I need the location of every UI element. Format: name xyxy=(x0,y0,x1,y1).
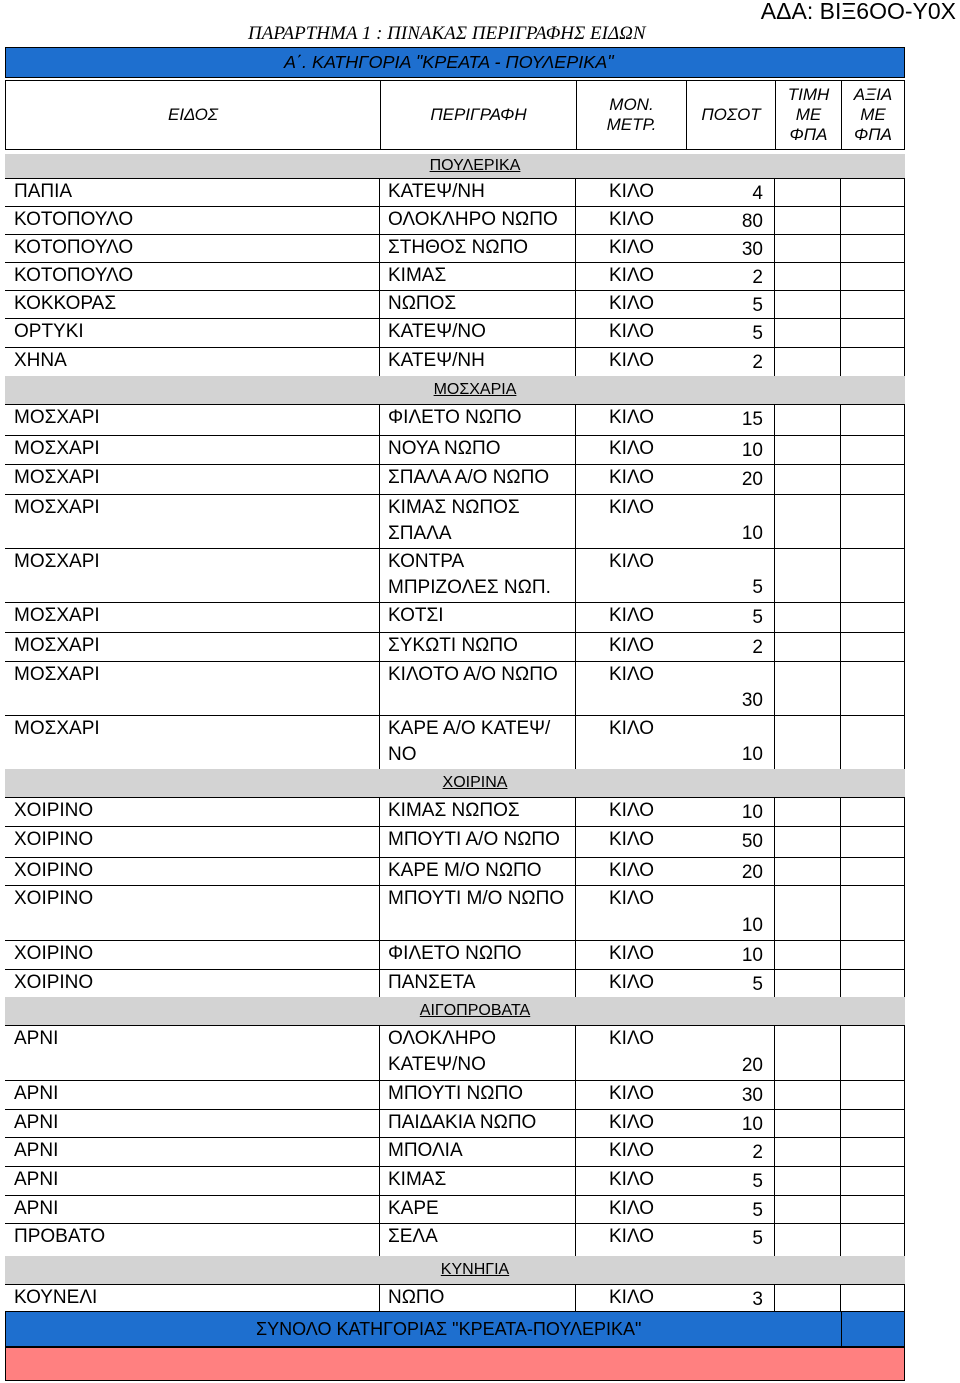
table-row xyxy=(5,290,905,318)
header-price: ΤΙΜΗ ΜΕ ΦΠΑ xyxy=(775,81,841,149)
table-row xyxy=(5,1109,905,1137)
item-unit: ΚΙΛΟ xyxy=(609,237,655,258)
table-row xyxy=(5,602,905,632)
table-row xyxy=(5,715,905,769)
header-description: ΠΕΡΙΓΡΑΦΗ xyxy=(380,81,576,149)
column-divider xyxy=(379,1196,380,1223)
item-name: ΜΟΣΧΑΡΙ xyxy=(14,407,100,428)
column-divider xyxy=(379,207,380,234)
column-divider xyxy=(840,405,841,435)
column-divider xyxy=(379,1224,380,1256)
column-divider xyxy=(379,1285,380,1311)
item-quantity: 80 xyxy=(741,211,763,232)
column-divider xyxy=(379,319,380,347)
table-row xyxy=(5,632,905,661)
item-description: ΟΛΟΚΛΗΡΟ ΝΩΠΟ xyxy=(388,209,558,230)
price-value-cells xyxy=(774,179,905,206)
column-divider xyxy=(840,827,841,857)
table-row xyxy=(5,347,905,376)
price-value-cells xyxy=(774,858,905,885)
item-description: ΜΠΟΥΤΙ Α/Ο ΝΩΠΟ xyxy=(388,829,560,850)
category-total-bar xyxy=(5,1311,905,1347)
item-name: ΜΟΣΧΑΡΙ xyxy=(14,664,100,685)
column-divider xyxy=(840,941,841,969)
item-unit: ΚΙΛΟ xyxy=(609,605,655,626)
total-divider xyxy=(841,1312,842,1346)
column-divider xyxy=(840,549,841,602)
section-header xyxy=(5,376,905,404)
item-quantity: 2 xyxy=(752,352,763,373)
item-name: ΧΟΙΡΙΝΟ xyxy=(14,943,94,964)
item-unit: ΚΙΛΟ xyxy=(609,438,655,459)
item-description: ΠΑΙΔΑΚΙΑ ΝΩΠΟ xyxy=(388,1112,537,1133)
item-quantity: 30 xyxy=(741,239,763,260)
item-unit: ΚΙΛΟ xyxy=(609,497,655,518)
item-name: ΜΟΣΧΑΡΙ xyxy=(14,438,100,459)
item-quantity: 5 xyxy=(752,1200,763,1221)
table-row xyxy=(5,404,905,435)
item-quantity: 10 xyxy=(741,915,763,936)
column-divider xyxy=(379,970,380,997)
price-value-cells xyxy=(774,603,905,632)
column-divider xyxy=(840,179,841,206)
column-divider xyxy=(840,319,841,347)
item-quantity: 20 xyxy=(741,469,763,490)
item-quantity: 10 xyxy=(741,523,763,544)
item-name: ΧΟΙΡΙΝΟ xyxy=(14,829,94,850)
item-description: ΝΟΥΑ ΝΩΠΟ xyxy=(388,438,501,459)
item-quantity: 3 xyxy=(752,1289,763,1310)
item-unit: ΚΙΛΟ xyxy=(609,943,655,964)
column-divider xyxy=(840,603,841,632)
item-quantity: 5 xyxy=(752,577,763,598)
column-divider xyxy=(379,263,380,290)
price-value-cells xyxy=(774,495,905,548)
price-value-cells xyxy=(774,1285,905,1311)
item-description: ΦΙΛΕΤΟ ΝΩΠΟ xyxy=(388,407,522,428)
item-unit: ΚΙΛΟ xyxy=(609,718,655,739)
price-value-cells xyxy=(774,291,905,318)
table-row xyxy=(5,857,905,885)
column-divider xyxy=(840,235,841,262)
item-name: ΑΡΝΙ xyxy=(14,1140,59,1161)
item-unit: ΚΙΛΟ xyxy=(609,350,655,371)
item-name: ΑΡΝΙ xyxy=(14,1028,59,1049)
item-quantity: 10 xyxy=(741,802,763,823)
column-divider xyxy=(379,798,380,826)
item-name: ΚΟΚΚΟΡΑΣ xyxy=(14,293,117,314)
item-quantity: 2 xyxy=(752,1142,763,1163)
item-unit: ΚΙΛΟ xyxy=(609,1028,655,1049)
price-value-cells xyxy=(774,348,905,376)
item-unit: ΚΙΛΟ xyxy=(609,664,655,685)
item-unit: ΚΙΛΟ xyxy=(609,1083,655,1104)
price-value-cells xyxy=(774,798,905,826)
item-quantity: 20 xyxy=(741,862,763,883)
item-name: ΚΟΤΟΠΟΥΛΟ xyxy=(14,265,134,286)
item-quantity: 2 xyxy=(752,637,763,658)
table-row xyxy=(5,885,905,940)
item-description: ΣΥΚΩΤΙ ΝΩΠΟ xyxy=(388,635,518,656)
table-row xyxy=(5,1137,905,1166)
table-row xyxy=(5,206,905,234)
column-divider xyxy=(379,1110,380,1137)
table-row xyxy=(5,940,905,969)
section-title: ΧΟΙΡΙΝΑ xyxy=(442,774,508,791)
column-divider xyxy=(840,436,841,464)
item-name: ΑΡΝΙ xyxy=(14,1083,59,1104)
item-unit: ΚΙΛΟ xyxy=(609,209,655,230)
item-unit: ΚΙΛΟ xyxy=(609,1226,655,1247)
item-unit: ΚΙΛΟ xyxy=(609,635,655,656)
item-description: ΚΙΛΟΤΟ Α/Ο ΝΩΠΟ xyxy=(388,664,558,685)
column-divider xyxy=(840,291,841,318)
item-description: ΚΙΜΑΣ xyxy=(388,265,447,286)
item-name: ΟΡΤΥΚΙ xyxy=(14,321,84,342)
item-description: ΜΠΟΛΙΑ xyxy=(388,1140,463,1161)
column-divider xyxy=(840,716,841,769)
category-total-label: ΣΥΝΟΛΟ ΚΑΤΗΓΟΡΙΑΣ "ΚΡΕΑΤΑ-ΠΟΥΛΕΡΙΚΑ" xyxy=(256,1319,642,1339)
item-name: ΑΡΝΙ xyxy=(14,1169,59,1190)
column-divider xyxy=(379,1138,380,1166)
column-divider xyxy=(840,662,841,715)
price-value-cells xyxy=(774,941,905,969)
column-divider xyxy=(840,1285,841,1311)
column-divider xyxy=(840,465,841,494)
column-divider xyxy=(379,1026,380,1080)
table-row xyxy=(5,1284,905,1311)
item-description: ΚΑΡΕ Μ/Ο ΝΩΠΟ xyxy=(388,860,542,881)
price-value-cells xyxy=(774,436,905,464)
item-unit: ΚΙΛΟ xyxy=(609,972,655,993)
header-unit: ΜΟΝ. ΜΕΤΡ. xyxy=(576,81,686,149)
item-name: ΜΟΣΧΑΡΙ xyxy=(14,497,100,518)
item-name: ΚΟΤΟΠΟΥΛΟ xyxy=(14,237,134,258)
item-quantity: 30 xyxy=(741,1085,763,1106)
column-divider xyxy=(379,827,380,857)
item-description: ΚΑΤΕΨ/ΝΗ xyxy=(388,181,485,202)
item-quantity: 5 xyxy=(752,1171,763,1192)
section-title: ΑΙΓΟΠΡΟΒΑΤΑ xyxy=(419,1002,531,1019)
table-row xyxy=(5,1080,905,1109)
item-name: ΑΡΝΙ xyxy=(14,1112,59,1133)
column-divider xyxy=(840,798,841,826)
item-unit: ΚΙΛΟ xyxy=(609,265,655,286)
item-description: ΚΑΤΕΨ/ΝΗ xyxy=(388,350,485,371)
item-name: ΑΡΝΙ xyxy=(14,1198,59,1219)
item-name: ΧΟΙΡΙΝΟ xyxy=(14,860,94,881)
item-quantity: 10 xyxy=(741,945,763,966)
item-quantity: 10 xyxy=(741,744,763,765)
column-divider xyxy=(379,495,380,548)
table-row xyxy=(5,548,905,602)
column-divider xyxy=(379,465,380,494)
item-name: ΠΑΠΙΑ xyxy=(14,181,73,202)
item-description: ΚΑΡΕ xyxy=(388,1198,439,1219)
price-value-cells xyxy=(774,263,905,290)
item-unit: ΚΙΛΟ xyxy=(609,860,655,881)
section-title: ΚΥΝΗΓΙΑ xyxy=(440,1261,510,1278)
table-row xyxy=(5,1195,905,1223)
column-divider xyxy=(840,1081,841,1109)
item-quantity: 15 xyxy=(741,409,763,430)
column-divider xyxy=(379,858,380,885)
column-divider xyxy=(379,405,380,435)
item-description: ΠΑΝΣΕΤΑ xyxy=(388,972,476,993)
price-value-cells xyxy=(774,827,905,857)
item-name: ΜΟΣΧΑΡΙ xyxy=(14,605,100,626)
item-description: ΦΙΛΕΤΟ ΝΩΠΟ xyxy=(388,943,522,964)
table-row xyxy=(5,797,905,826)
item-quantity: 10 xyxy=(741,440,763,461)
item-quantity: 50 xyxy=(741,831,763,852)
column-divider xyxy=(379,348,380,376)
table-row xyxy=(5,969,905,997)
price-value-cells xyxy=(774,319,905,347)
column-divider xyxy=(379,436,380,464)
item-unit: ΚΙΛΟ xyxy=(609,551,655,572)
item-description: ΟΛΟΚΛΗΡΟ ΚΑΤΕΨ/ΝΟ xyxy=(388,1028,497,1075)
total-value-bar xyxy=(5,1347,905,1381)
column-divider xyxy=(840,207,841,234)
price-value-cells xyxy=(774,886,905,940)
table-row xyxy=(5,1025,905,1080)
table-row xyxy=(5,435,905,464)
column-divider xyxy=(379,235,380,262)
column-divider xyxy=(840,633,841,661)
item-name: ΧΟΙΡΙΝΟ xyxy=(14,800,94,821)
column-divider xyxy=(840,886,841,940)
column-divider xyxy=(840,970,841,997)
price-value-cells xyxy=(774,405,905,435)
table-row xyxy=(5,661,905,715)
price-value-cells xyxy=(774,1138,905,1166)
item-name: ΜΟΣΧΑΡΙ xyxy=(14,467,100,488)
table-row xyxy=(5,234,905,262)
section-header xyxy=(5,154,905,178)
item-name: ΧΟΙΡΙΝΟ xyxy=(14,888,94,909)
column-divider xyxy=(840,1110,841,1137)
item-unit: ΚΙΛΟ xyxy=(609,467,655,488)
column-divider xyxy=(379,941,380,969)
column-divider xyxy=(840,1167,841,1195)
item-quantity: 5 xyxy=(752,295,763,316)
ada-code: ΑΔΑ: ΒΙΞ6ΟΟ-Υ0Χ xyxy=(760,0,956,24)
item-unit: ΚΙΛΟ xyxy=(609,1112,655,1133)
item-description: ΜΠΟΥΤΙ ΝΩΠΟ xyxy=(388,1083,523,1104)
column-divider xyxy=(379,886,380,940)
table-row xyxy=(5,262,905,290)
price-value-cells xyxy=(774,970,905,997)
column-divider xyxy=(840,1224,841,1256)
item-quantity: 10 xyxy=(741,1114,763,1135)
table-row xyxy=(5,1166,905,1195)
column-divider xyxy=(840,1138,841,1166)
item-unit: ΚΙΛΟ xyxy=(609,181,655,202)
item-quantity: 2 xyxy=(752,267,763,288)
price-value-cells xyxy=(774,633,905,661)
item-description: ΣΤΗΘΟΣ ΝΩΠΟ xyxy=(388,237,529,258)
item-quantity: 30 xyxy=(741,690,763,711)
item-description: ΚΙΜΑΣ xyxy=(388,1169,447,1190)
column-divider xyxy=(379,179,380,206)
item-description: ΚΙΜΑΣ ΝΩΠΟΣ xyxy=(388,800,520,821)
item-description: ΣΠΑΛΑ Α/Ο ΝΩΠΟ xyxy=(388,467,550,488)
item-description: ΝΩΠΟΣ xyxy=(388,293,457,314)
item-unit: ΚΙΛΟ xyxy=(609,1169,655,1190)
item-quantity: 5 xyxy=(752,607,763,628)
column-divider xyxy=(840,495,841,548)
price-value-cells xyxy=(774,1081,905,1109)
table-row xyxy=(5,178,905,206)
price-value-cells xyxy=(774,1224,905,1256)
item-unit: ΚΙΛΟ xyxy=(609,407,655,428)
price-value-cells xyxy=(774,549,905,602)
item-name: ΠΡΟΒΑΤΟ xyxy=(14,1226,106,1247)
item-unit: ΚΙΛΟ xyxy=(609,800,655,821)
section-title: ΠΟΥΛΕΡΙΚΑ xyxy=(429,157,521,174)
price-value-cells xyxy=(774,465,905,494)
column-divider xyxy=(840,1026,841,1080)
item-name: ΜΟΣΧΑΡΙ xyxy=(14,718,100,739)
item-description: ΜΠΟΥΤΙ Μ/Ο ΝΩΠΟ xyxy=(388,888,565,909)
column-divider xyxy=(840,263,841,290)
column-divider xyxy=(840,348,841,376)
section-header xyxy=(5,769,905,797)
table-row xyxy=(5,318,905,347)
item-description: ΝΩΠΟ xyxy=(388,1287,445,1308)
item-quantity: 5 xyxy=(752,974,763,995)
column-divider xyxy=(379,662,380,715)
item-unit: ΚΙΛΟ xyxy=(609,829,655,850)
column-divider xyxy=(840,1196,841,1223)
column-divider xyxy=(379,291,380,318)
item-unit: ΚΙΛΟ xyxy=(609,1140,655,1161)
item-description: ΚΙΜΑΣ ΝΩΠΟΣ ΣΠΑΛΑ xyxy=(388,497,520,544)
item-name: ΧΟΙΡΙΝΟ xyxy=(14,972,94,993)
price-value-cells xyxy=(774,1026,905,1080)
item-unit: ΚΙΛΟ xyxy=(609,293,655,314)
category-title: Α΄. ΚΑΤΗΓΟΡΙΑ "ΚΡΕΑΤΑ - ΠΟΥΛΕΡΙΚΑ" xyxy=(284,52,614,72)
item-name: ΜΟΣΧΑΡΙ xyxy=(14,551,100,572)
column-divider xyxy=(379,633,380,661)
item-description: ΣΕΛΑ xyxy=(388,1226,438,1247)
column-divider xyxy=(379,603,380,632)
item-quantity: 5 xyxy=(752,323,763,344)
item-name: ΜΟΣΧΑΡΙ xyxy=(14,635,100,656)
annex-title: ΠΑΡΑΡΤΗΜΑ 1 : ΠΙΝΑΚΑΣ ΠΕΡΙΓΡΑΦΗΣ ΕΙΔΩΝ xyxy=(248,23,646,44)
item-unit: ΚΙΛΟ xyxy=(609,1287,655,1308)
header-quantity: ΠΟΣΟΤ xyxy=(686,81,775,149)
section-header xyxy=(5,1256,905,1284)
price-value-cells xyxy=(774,1196,905,1223)
column-divider xyxy=(379,1167,380,1195)
item-unit: ΚΙΛΟ xyxy=(609,321,655,342)
price-value-cells xyxy=(774,1110,905,1137)
header-value: ΑΞΙΑ ΜΕ ΦΠΑ xyxy=(841,81,904,149)
item-name: ΧΗΝΑ xyxy=(14,350,67,371)
item-quantity: 20 xyxy=(741,1055,763,1076)
price-value-cells xyxy=(774,1167,905,1195)
item-unit: ΚΙΛΟ xyxy=(609,888,655,909)
item-name: ΚΟΤΟΠΟΥΛΟ xyxy=(14,209,134,230)
header-item: ΕΙΔΟΣ xyxy=(167,105,218,124)
item-description: ΚΑΡΕ Α/Ο ΚΑΤΕΨ/ΝΟ xyxy=(388,718,551,765)
price-value-cells xyxy=(774,716,905,769)
item-name: ΚΟΥΝΕΛΙ xyxy=(14,1287,98,1308)
table-row xyxy=(5,464,905,494)
item-unit: ΚΙΛΟ xyxy=(609,1198,655,1219)
column-divider xyxy=(840,858,841,885)
item-description: ΚΟΤΣΙ xyxy=(388,605,444,626)
item-description: ΚΟΝΤΡΑ ΜΠΡΙΖΟΛΕΣ ΝΩΠ. xyxy=(388,551,551,598)
price-value-cells xyxy=(774,207,905,234)
price-value-cells xyxy=(774,662,905,715)
item-quantity: 4 xyxy=(752,183,763,204)
item-description: ΚΑΤΕΨ/ΝΟ xyxy=(388,321,486,342)
section-header xyxy=(5,997,905,1025)
item-quantity: 5 xyxy=(752,1228,763,1249)
column-divider xyxy=(379,716,380,769)
price-value-cells xyxy=(774,235,905,262)
column-divider xyxy=(379,1081,380,1109)
table-row xyxy=(5,494,905,548)
table-row xyxy=(5,826,905,857)
table-row xyxy=(5,1223,905,1256)
column-divider xyxy=(379,549,380,602)
section-title: ΜΟΣΧΑΡΙΑ xyxy=(433,381,517,398)
